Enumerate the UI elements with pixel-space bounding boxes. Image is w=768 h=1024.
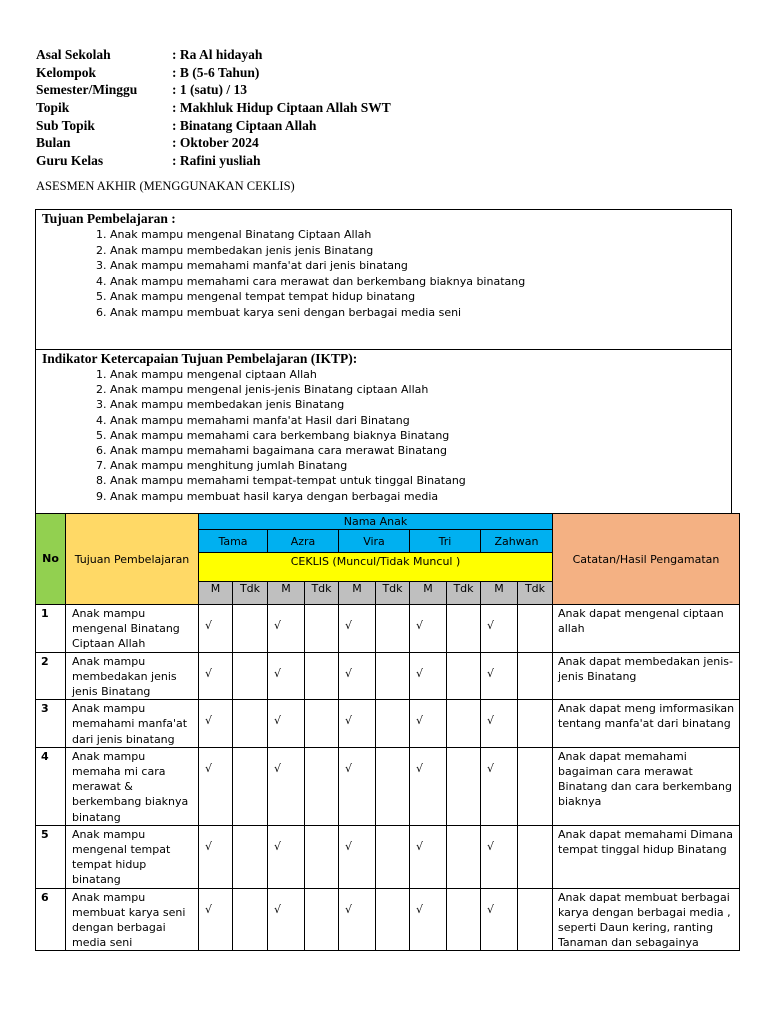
check-mark-cell: √ (199, 700, 233, 748)
check-mark-cell: √ (410, 747, 447, 825)
tujuan-item: 4. Anak mampu memahami cara merawat dan berkembang biaknya binatang (110, 274, 731, 290)
empty-tdk-cell (305, 700, 339, 748)
m-header: M (339, 582, 376, 605)
iktp-item: 8. Anak mampu memahami tempat-tempat untuk tinggal Binatang (110, 473, 731, 488)
empty-tdk-cell (447, 605, 481, 653)
table-row (36, 605, 740, 653)
check-mark-cell: √ (268, 747, 305, 825)
assessment-table (35, 513, 740, 951)
empty-tdk-cell (233, 652, 268, 700)
header-label: Guru Kelas (36, 153, 104, 169)
check-mark-cell: √ (410, 605, 447, 653)
child-name-header: Zahwan (481, 530, 553, 553)
check-mark-cell: √ (199, 888, 233, 951)
empty-tdk-cell (447, 825, 481, 888)
empty-tdk-cell (518, 605, 553, 653)
iktp-list (36, 367, 731, 504)
tdk-header: Tdk (518, 582, 553, 605)
empty-tdk-cell (305, 888, 339, 951)
header-label: Bulan (36, 135, 71, 151)
header-value: : Makhluk Hidup Ciptaan Allah SWT (172, 100, 391, 116)
check-mark-cell: √ (339, 700, 376, 748)
empty-tdk-cell (518, 700, 553, 748)
check-mark-cell: √ (410, 652, 447, 700)
iktp-item: 5. Anak mampu memahami cara berkembang biaknya Binatang (110, 428, 731, 443)
row-tujuan: Anak mampu mengenal Binatang Ciptaan Allah (66, 605, 199, 653)
check-mark-cell: √ (481, 652, 518, 700)
row-tujuan: Anak mampu membedakan jenis jenis Binatang (66, 652, 199, 700)
check-mark-cell: √ (268, 825, 305, 888)
check-mark-cell: √ (339, 652, 376, 700)
check-mark-cell: √ (339, 605, 376, 653)
empty-tdk-cell (305, 605, 339, 653)
header-value: : 1 (satu) / 13 (172, 82, 247, 98)
tdk-header: Tdk (376, 582, 410, 605)
header-row (36, 152, 391, 170)
tujuan-header: Tujuan Pembelajaran (66, 514, 199, 605)
tujuan-item: 6. Anak mampu membuat karya seni dengan berbagai media seni (110, 305, 731, 321)
tujuan-item: 2. Anak mampu membedakan jenis jenis Binatang (110, 243, 731, 259)
empty-tdk-cell (233, 888, 268, 951)
m-header: M (199, 582, 233, 605)
header-row (36, 81, 391, 99)
nama-anak-header: Nama Anak (199, 514, 553, 530)
table-row (36, 888, 740, 951)
row-number: 5 (36, 825, 66, 888)
child-name-header: Tama (199, 530, 268, 553)
tdk-header: Tdk (447, 582, 481, 605)
iktp-item: 6. Anak mampu memahami bagaimana cara merawat Binatang (110, 443, 731, 458)
empty-tdk-cell (376, 825, 410, 888)
empty-tdk-cell (305, 825, 339, 888)
tujuan-item: 3. Anak mampu memahami manfa'at dari jenis binatang (110, 258, 731, 274)
header-label: Asal Sekolah (36, 47, 111, 62)
tdk-header: Tdk (305, 582, 339, 605)
row-catatan: Anak dapat mengenal ciptaan allah (553, 605, 740, 653)
empty-tdk-cell (376, 652, 410, 700)
header-row (36, 99, 391, 117)
row-catatan: Anak dapat memahami Dimana tempat tinggal hidup Binatang (553, 825, 740, 888)
row-catatan: Anak dapat membedakan jenis-jenis Binatang (553, 652, 740, 700)
table-row (36, 825, 740, 888)
check-mark-cell: √ (199, 825, 233, 888)
identity-header (36, 46, 391, 170)
header-label: Semester/Minggu (36, 82, 138, 98)
empty-tdk-cell (233, 825, 268, 888)
check-mark-cell: √ (339, 888, 376, 951)
iktp-item: 9. Anak mampu membuat hasil karya dengan berbagai media (110, 489, 731, 504)
check-mark-cell: √ (268, 888, 305, 951)
header-value: : Oktober 2024 (172, 135, 259, 151)
empty-tdk-cell (447, 700, 481, 748)
empty-tdk-cell (518, 825, 553, 888)
check-mark-cell: √ (339, 747, 376, 825)
header-row (36, 134, 391, 152)
header-label: Kelompok (36, 64, 97, 80)
row-catatan: Anak dapat membuat berbagai karya dengan berbagai media , seperti Daun kering, ranting Tanaman dan sebagainya (553, 888, 740, 951)
empty-tdk-cell (447, 888, 481, 951)
row-number: 3 (36, 700, 66, 748)
header-row (36, 64, 391, 82)
tujuan-item: 5. Anak mampu mengenal tempat tempat hidup binatang (110, 289, 731, 305)
iktp-item: 4. Anak mampu memahami manfa'at Hasil dari Binatang (110, 413, 731, 428)
empty-tdk-cell (233, 747, 268, 825)
child-name-header: Azra (268, 530, 339, 553)
check-mark-cell: √ (410, 888, 447, 951)
m-header: M (268, 582, 305, 605)
empty-tdk-cell (233, 605, 268, 653)
row-number: 4 (36, 747, 66, 825)
check-mark-cell: √ (199, 652, 233, 700)
check-mark-cell: √ (410, 825, 447, 888)
m-header: M (410, 582, 447, 605)
header-row (36, 117, 391, 135)
check-mark-cell: √ (481, 825, 518, 888)
header-value: : Rafini yusliah (172, 153, 261, 169)
empty-tdk-cell (305, 652, 339, 700)
empty-tdk-cell (518, 888, 553, 951)
empty-tdk-cell (376, 888, 410, 951)
tujuan-list (36, 227, 731, 320)
check-mark-cell: √ (481, 700, 518, 748)
check-mark-cell: √ (268, 700, 305, 748)
tujuan-title: Tujuan Pembelajaran : (42, 211, 176, 226)
iktp-box (35, 349, 732, 515)
iktp-item: 1. Anak mampu mengenal ciptaan Allah (110, 367, 731, 382)
table-row (36, 747, 740, 825)
check-mark-cell: √ (339, 825, 376, 888)
empty-tdk-cell (447, 747, 481, 825)
row-tujuan: Anak mampu memaha mi cara merawat & berkembang biaknya binatang (66, 747, 199, 825)
tdk-header: Tdk (233, 582, 268, 605)
empty-tdk-cell (376, 747, 410, 825)
check-mark-cell: √ (199, 605, 233, 653)
tujuan-item: 1. Anak mampu mengenal Binatang Ciptaan Allah (110, 227, 731, 243)
iktp-item: 7. Anak mampu menghitung jumlah Binatang (110, 458, 731, 473)
iktp-title: Indikator Ketercapaian Tujuan Pembelajaran (IKTP): (42, 351, 358, 366)
iktp-item: 2. Anak mampu mengenal jenis-jenis Binatang ciptaan Allah (110, 382, 731, 397)
check-mark-cell: √ (481, 605, 518, 653)
iktp-item: 3. Anak mampu membedakan jenis Binatang (110, 397, 731, 412)
empty-tdk-cell (518, 652, 553, 700)
row-number: 1 (36, 605, 66, 653)
empty-tdk-cell (447, 652, 481, 700)
row-catatan: Anak dapat memahami bagaiman cara merawat Binatang dan cara berkembang biaknya (553, 747, 740, 825)
empty-tdk-cell (233, 700, 268, 748)
empty-tdk-cell (376, 700, 410, 748)
row-number: 2 (36, 652, 66, 700)
check-mark-cell: √ (268, 652, 305, 700)
header-label: Sub Topik (36, 117, 95, 133)
section-title: ASESMEN AKHIR (MENGGUNAKAN CEKLIS) (36, 179, 295, 193)
check-mark-cell: √ (268, 605, 305, 653)
header-value: : B (5-6 Tahun) (172, 64, 260, 80)
check-mark-cell: √ (410, 700, 447, 748)
header-row (36, 46, 391, 64)
child-name-header: Vira (339, 530, 410, 553)
row-tujuan: Anak mampu memahami manfa'at dari jenis binatang (66, 700, 199, 748)
check-mark-cell: √ (481, 888, 518, 951)
table-row (36, 700, 740, 748)
row-catatan: Anak dapat meng imformasikan tentang manfa'at dari binatang (553, 700, 740, 748)
no-header: No (36, 514, 66, 605)
header-value: : Binatang Ciptaan Allah (172, 117, 317, 133)
child-name-header: Tri (410, 530, 481, 553)
catatan-header: Catatan/Hasil Pengamatan (553, 514, 740, 605)
row-tujuan: Anak mampu membuat karya seni dengan berbagai media seni (66, 888, 199, 951)
tujuan-pembelajaran-box (35, 209, 732, 350)
m-header: M (481, 582, 518, 605)
check-mark-cell: √ (481, 747, 518, 825)
row-tujuan: Anak mampu mengenal tempat tempat hidup binatang (66, 825, 199, 888)
empty-tdk-cell (376, 605, 410, 653)
ceklis-header: CEKLIS (Muncul/Tidak Muncul ) (199, 553, 553, 582)
empty-tdk-cell (518, 747, 553, 825)
row-number: 6 (36, 888, 66, 951)
table-row (36, 652, 740, 700)
empty-tdk-cell (305, 747, 339, 825)
header-label: Topik (36, 100, 70, 116)
header-value: : Ra Al hidayah (172, 47, 263, 62)
check-mark-cell: √ (199, 747, 233, 825)
